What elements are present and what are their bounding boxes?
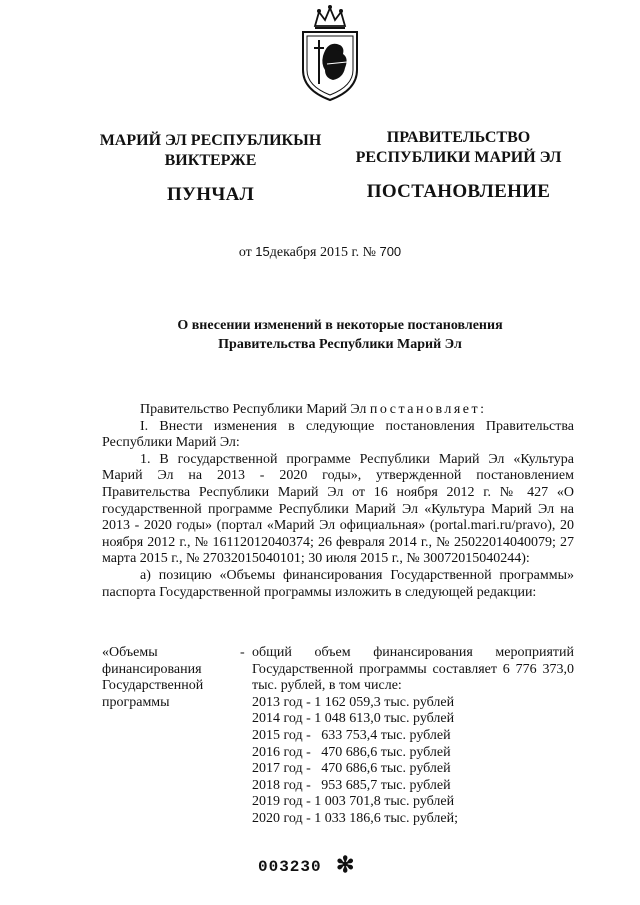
- document-body: [102, 402, 574, 601]
- item-1: I. Внести изменения в следующие постановления Правительства Республики Марий Эл:: [102, 418, 574, 451]
- item-1-1: 1. В государственной программе Республики Марий Эл «Культура Марий Эл на 2013 - 2020 годы», утвержденной постановлением Правительства Республики Марий Эл от 16 ноября 2012 г. № 427 «О государственной программе Республики Марий Эл «Культура Марий Эл на 2013 - 2020 годы» (портал «Марий Эл официальная» (portal.mari.ru/pravo), 20 ноября 2012 г., № 16112012040374; 26 февраля 2014 г., № 25022014040079; 27 марта 2015 г., № 27032015040101; 30 июля 2015 г., № 30072015040244):: [102, 451, 574, 567]
- decree-word: постановляет:: [369, 402, 487, 417]
- financing-label-line: «Объемы: [102, 645, 158, 660]
- header-left-line2: ВИКТЕРЖЕ: [164, 152, 257, 169]
- financing-label-line: финансирования: [102, 661, 202, 677]
- financing-label-line: Государственной: [102, 678, 204, 694]
- asterisk-mark: ✻: [336, 852, 355, 877]
- year-row: 2013 год - 1 162 059,3 тыс. рублей: [252, 694, 455, 710]
- date-prefix: от: [238, 245, 252, 260]
- title-line2: Правительства Республики Марий Эл: [218, 337, 462, 352]
- financing-details: [252, 645, 574, 828]
- financing-label: [102, 645, 242, 711]
- header-right-line2: РЕСПУБЛИКИ МАРИЙ ЭЛ: [355, 149, 562, 166]
- header-left-doc-type: ПУНЧАЛ: [166, 184, 255, 205]
- financing-intro: общий объем финансирования мероприятий Государственной программы составляет 6 776 373,0 тыс. рублей, в том числе:: [252, 645, 574, 694]
- document-title: [90, 316, 590, 354]
- year-row: 2015 год - 633 753,4 тыс. рублей: [252, 727, 451, 743]
- serial-number: 003230: [258, 858, 322, 876]
- date-day: 15: [255, 244, 270, 259]
- year-row: 2014 год - 1 048 613,0 тыс. рублей: [252, 711, 455, 727]
- header-left-line1: МАРИЙ ЭЛ РЕСПУБЛИКЫН: [99, 132, 322, 149]
- coat-of-arms-emblem: [293, 4, 367, 104]
- year-row: 2018 год - 953 685,7 тыс. рублей: [252, 777, 451, 793]
- header-right-line1: ПРАВИТЕЛЬСТВО: [386, 129, 531, 146]
- year-row: 2017 год - 470 686,6 тыс. рублей: [252, 761, 451, 777]
- year-row: 2019 год - 1 003 701,8 тыс. рублей: [252, 794, 455, 810]
- item-a: а) позицию «Объемы финансирования Государственной программы» паспорта Государственной программы изложить в следующей редакции:: [102, 567, 574, 600]
- decree-intro-text: Правительство Республики Марий Эл: [140, 402, 367, 417]
- year-row: 2020 год - 1 033 186,6 тыс. рублей;: [252, 810, 459, 826]
- year-row: 2016 год - 470 686,6 тыс. рублей: [252, 744, 451, 760]
- header-left: [78, 131, 343, 205]
- financing-dash: -: [240, 645, 245, 660]
- decree-intro: [102, 402, 574, 419]
- financing-label-line: программы: [102, 694, 170, 710]
- header-right-doc-type: ПОСТАНОВЛЕНИЕ: [366, 181, 551, 202]
- header-right: [336, 128, 581, 202]
- document-number: 700: [379, 244, 402, 259]
- document-date-line: [0, 244, 640, 261]
- date-month-year: декабря 2015 г. №: [269, 245, 376, 260]
- title-line1: О внесении изменений в некоторые постановления: [177, 318, 503, 333]
